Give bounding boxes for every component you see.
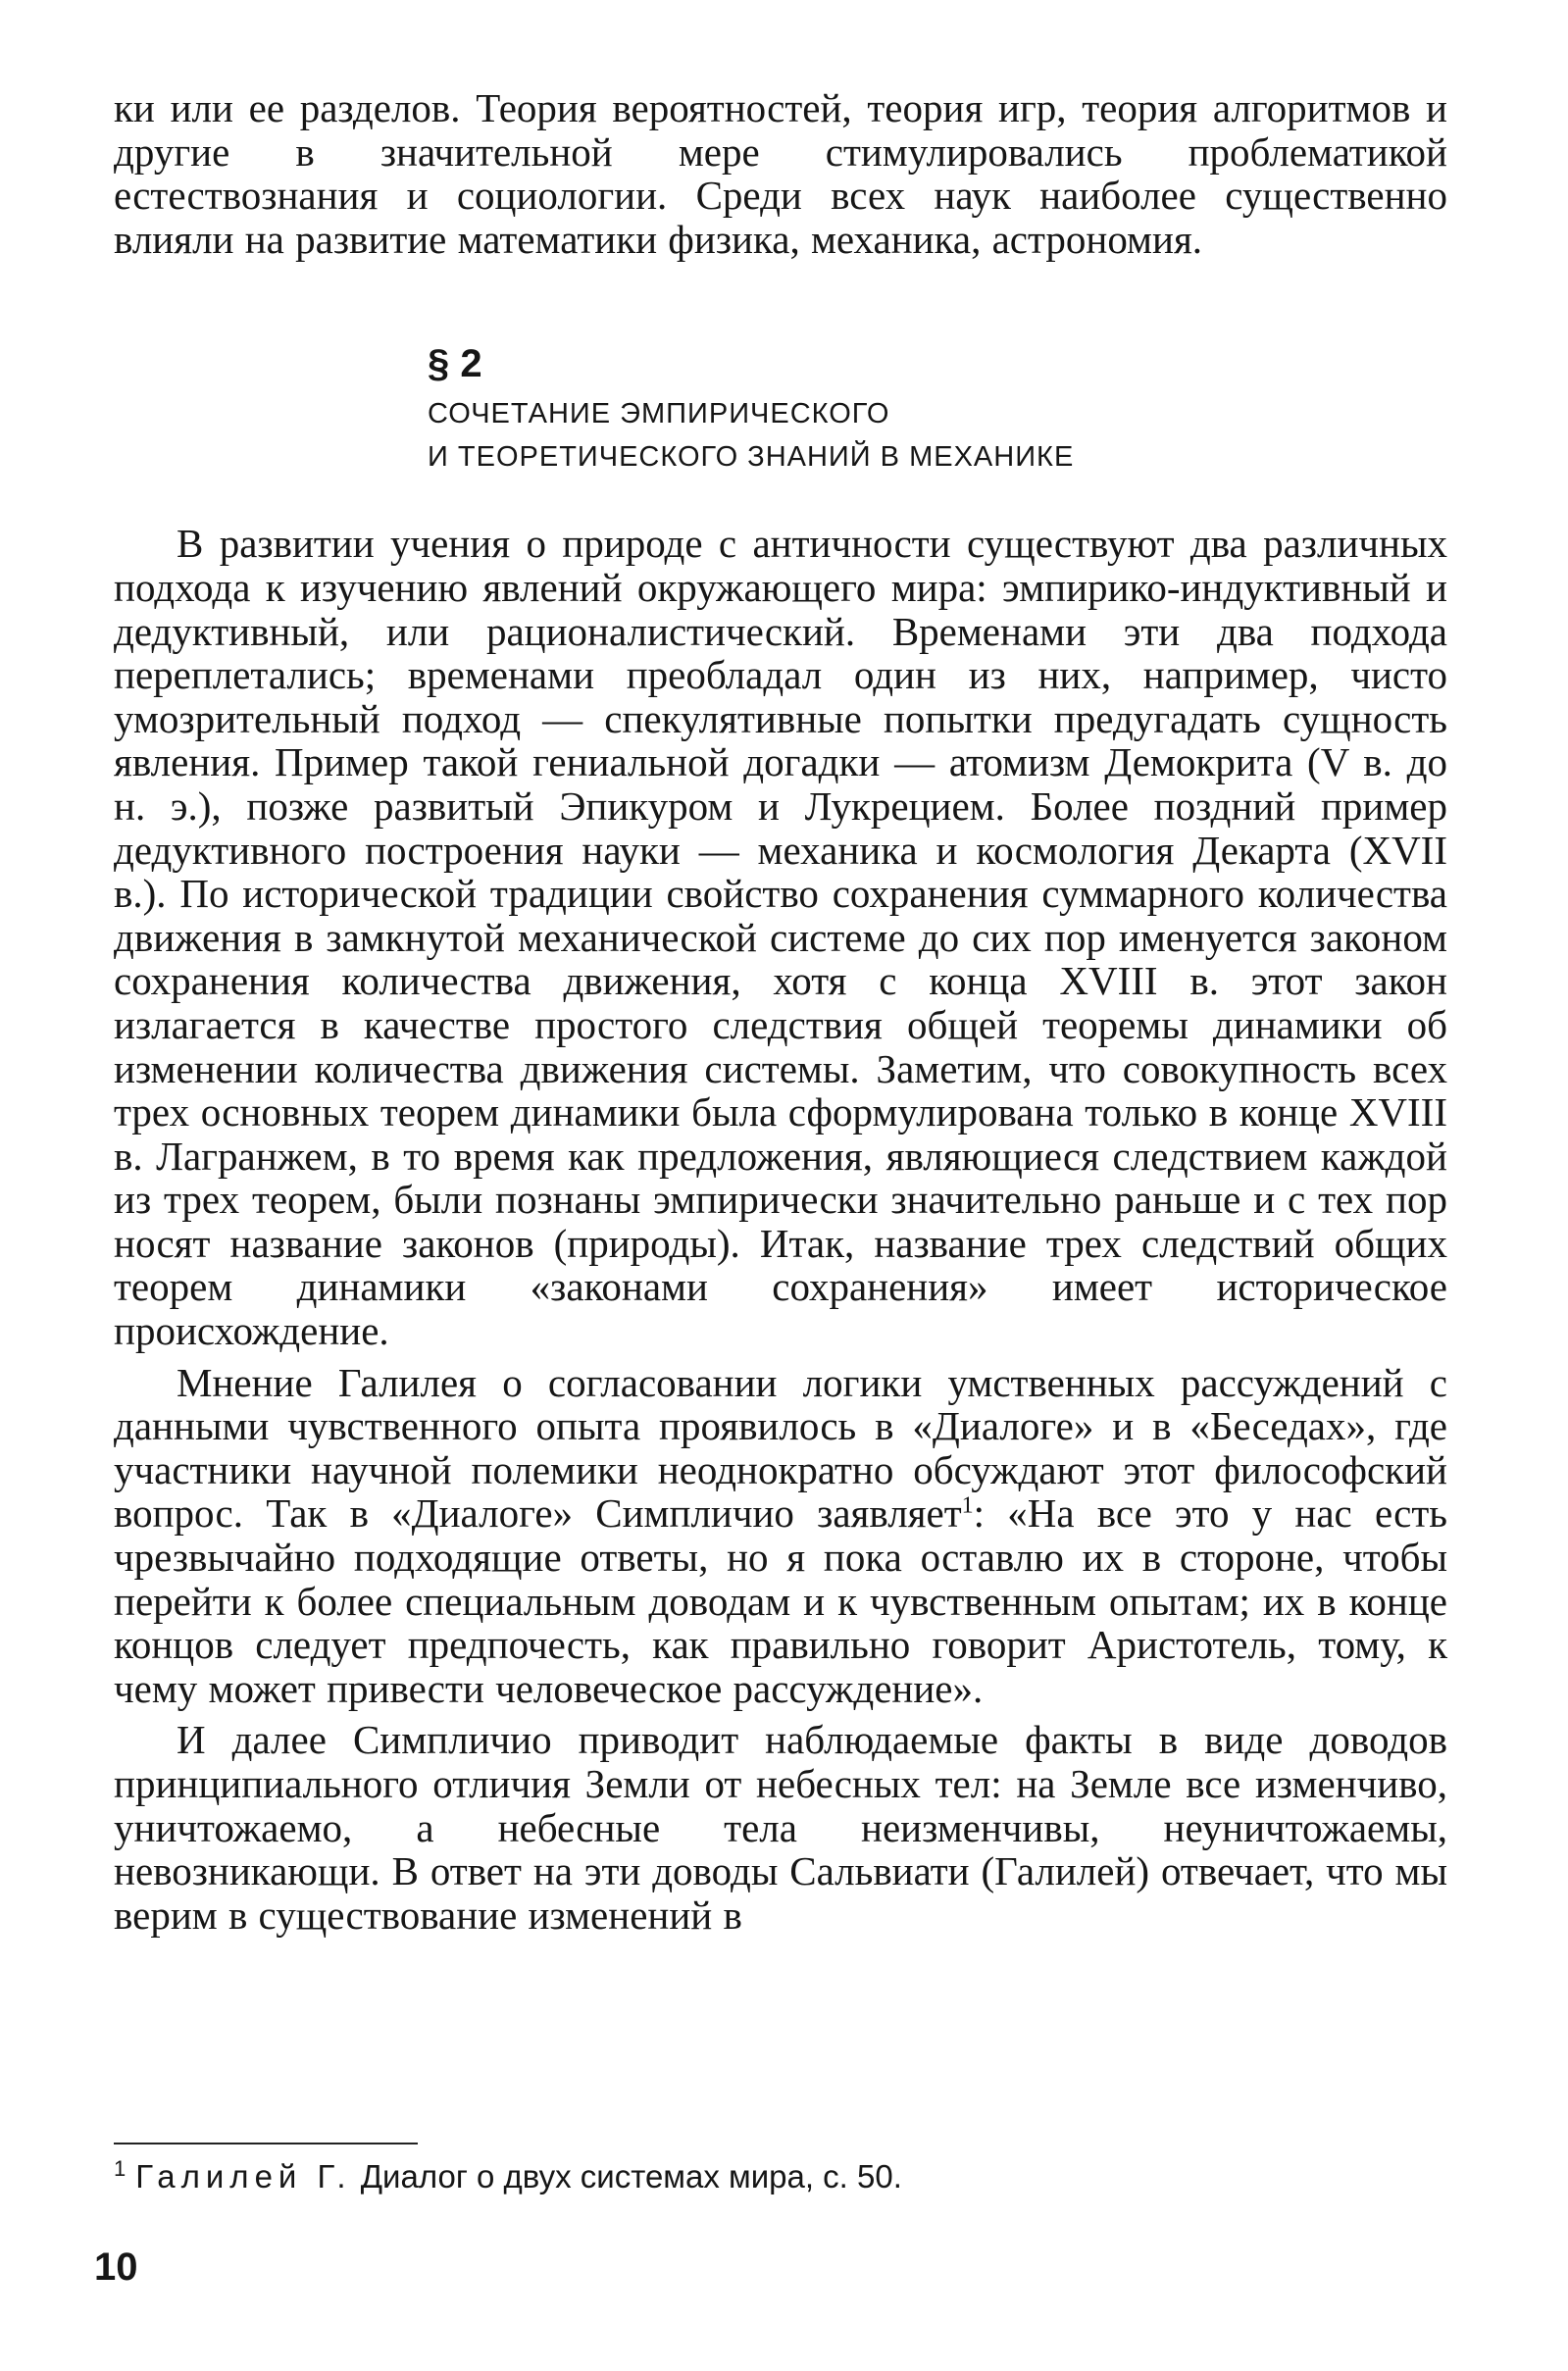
footnote-divider [114, 2143, 418, 2144]
footnote-mark: 1 [114, 2156, 126, 2181]
paragraph-1: В развитии учения о природе с античности существуют два различных подхода к изучению явлений окружающего мира: эмпирико-индуктивный и дедуктивный, или рационалистический. Временами эти два подхода переплетались; временами преобладал один из них, например, чисто умозрительный подход — спекулятивные попытки предугадать сущность явления. Пример такой гениальной догадки — атомизм Демокрита (V в. до н. э.), позже развитый Эпикуром и Лукрецием. Более поздний пример дедуктивного построения науки — механика и космология Декарта (XVII в.). По исторической традиции свойство сохранения суммарного количества движения в замкнутой механической системе до сих пор именуется законом сохранения количества движения, хотя с конца XVIII в. этот закон излагается в качестве простого следствия общей теоремы динамики об изменении количества движения системы. Заметим, что совокупность всех трех основных теорем динамики была сформулирована только в конце XVIII в. Лагранжем, в то время как предложения, являющиеся следствием каждой из трех теорем, были познаны эмпирически значительно раньше и с тех пор носят название законов (природы). Итак, название трех следствий общих теорем динамики «законами сохранения» имеет историческое происхождение. [114, 521, 1447, 1354]
footnote-reference: 1 [961, 1492, 974, 1519]
paragraph-2 [114, 1361, 1447, 1711]
section-title-line-2: И ТЕОРЕТИЧЕСКОГО ЗНАНИЙ В МЕХАНИКЕ [428, 441, 1075, 474]
paragraph-continuation: ки или ее разделов. Теория вероятностей, теория игр, теория алгоритмов и другие в значительной мере стимулировались проблематикой естествознания и социологии. Среди всех наук наиболее существенно влияли на развитие математики физика, механика, астрономия. [114, 85, 1447, 262]
page-number: 10 [94, 2245, 138, 2289]
section-heading [428, 339, 1447, 479]
footnote-author: Галилей Г. [135, 2158, 352, 2194]
section-number: § 2 [428, 342, 482, 386]
paragraph-3: И далее Симпличио приводит наблюдаемые факты в виде доводов принципиального отличия Земли от небесных тел: на Земле все изменчиво, уничтожаемо, а небесные тела неизменчивы, неуничтожаемы, невозникающи. В ответ на эти доводы Сальвиати (Галилей) отвечает, что мы верим в существование изменений в [114, 1717, 1447, 1938]
footnote-text: Диалог о двух системах мира, с. 50. [360, 2158, 902, 2194]
paragraph-2-start: Мнение Галилея о согласовании логики умственных рассуждений с данными чувственного опыта проявилось в «Диалоге» и в «Беседах», где участники научной полемики неоднократно обсуждают этот философский вопрос. Так в «Диалоге» Симпличио заявляет [114, 1359, 1447, 1537]
paragraph-2-end: : «На все это у нас есть чрезвычайно подходящие ответы, но я пока оставлю их в стороне, чтобы перейти к более специальным доводам и к чувственным опытам; их в конце концов следует предпочесть, как правильно говорит Аристотель, тому, к чему может привести человеческое рассуждение». [114, 1490, 1447, 1711]
section-title-line-1: СОЧЕТАНИЕ ЭМПИРИЧЕСКОГО [428, 398, 890, 430]
page-content [114, 86, 1447, 1937]
footnote [114, 2157, 1447, 2196]
